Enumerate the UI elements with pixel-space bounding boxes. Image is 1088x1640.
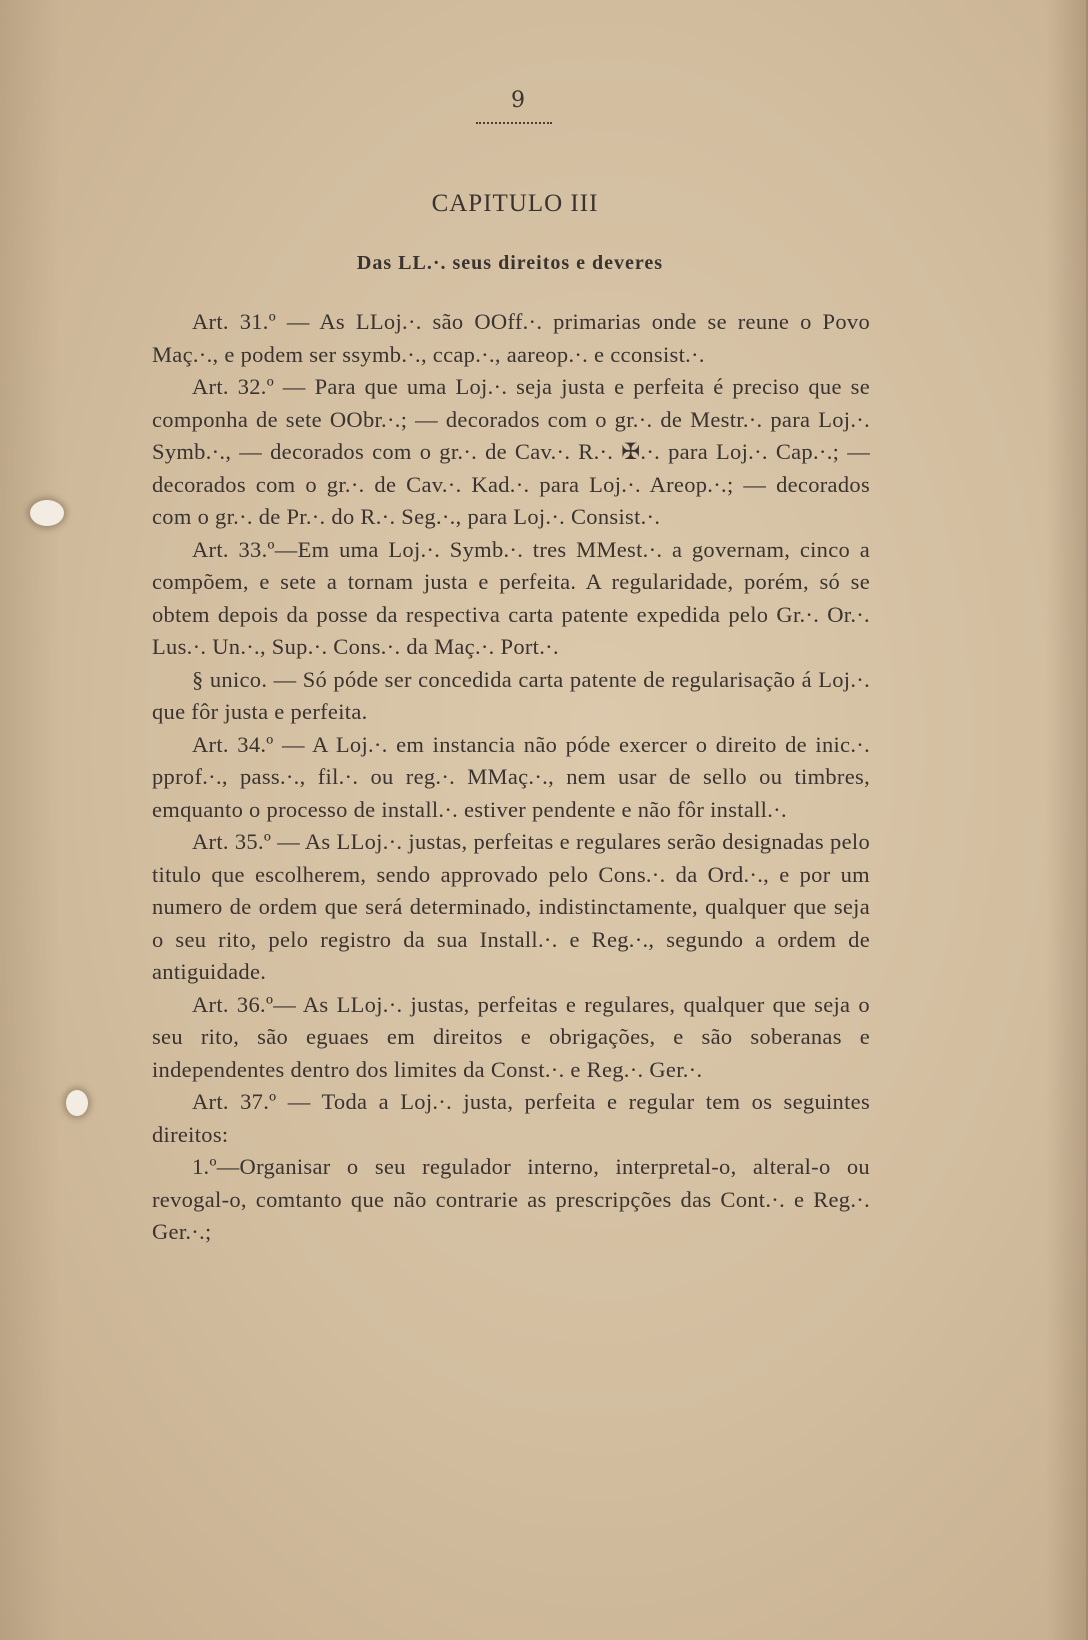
paragraph-art-37: Art. 37.º — Toda a Loj.·. justa, perfeita e regular tem os seguintes direitos: (152, 1089, 870, 1147)
page-number: 9 (511, 88, 525, 113)
paragraph-art-35: Art. 35.º — As LLoj.·. justas, perfeitas e regulares serão designadas pelo titulo que escolherem, sendo approvado pelo Cons.·. da Ord.·., e por um numero de ordem que será determinado, indistinctamente, qualquer que seja o seu rito, pelo registro da sua Install.·. e Reg.·., segundo a ordem de antiguidade. (152, 829, 870, 984)
body-text (152, 306, 870, 1249)
paper-hole-mark (30, 500, 64, 526)
paragraph-art-37-item-1: 1.º—Organisar o seu regulador interno, interpretal-o, alteral-o ou revogal-o, comtanto que não contrarie as prescripções das Cont.·. e Reg.·. Ger.·.; (152, 1154, 870, 1244)
paragraph-art-36: Art. 36.º— As LLoj.·. justas, perfeitas e regulares, qualquer que seja o seu rito, são eguaes em direitos e obrigações, e são soberanas e independentes dentro dos limites da Const.·. e Reg.·. Ger.·. (152, 991, 870, 1082)
paragraph-art-31: Art. 31.º — As LLoj.·. são OOff.·. primarias onde se reune o Povo Maç.·., e podem ser ssymb.·., ccap.·., aareop.·. e cconsist.·. (152, 309, 870, 367)
paper-hole-mark (66, 1090, 88, 1116)
page-right-edge-shadow (1046, 0, 1088, 1640)
page-number-rule (476, 122, 552, 124)
chapter-title: CAPITULO III (431, 190, 599, 217)
paragraph-art-32: Art. 32.º — Para que uma Loj.·. seja justa e perfeita é preciso que se componha de sete OObr.·.; — decorados com o gr.·. de Mestr.·. para Loj.·. Symb.·., — decorados com o gr.·. de Cav.·. R.·. ✠.·. para Loj.·. Cap.·.; — decorados com o gr.·. de Cav.·. Kad.·. para Loj.·. Areop.·.; — decorados com o gr.·. de Pr.·. do R.·. Seg.·., para Loj.·. Consist.·. (152, 374, 870, 529)
paragraph-art-33: Art. 33.º—Em uma Loj.·. Symb.·. tres MMest.·. a governam, cinco a compõem, e sete a tornam justa e perfeita. A regularidade, porém, só se obtem depois da posse da respectiva carta patente expedida pelo Gr.·. Or.·. Lus.·. Un.·., Sup.·. Cons.·. da Maç.·. Port.·. (152, 536, 870, 659)
section-heading: Das LL.·. seus direitos e deveres (356, 252, 664, 274)
paragraph-art-33-sole: § unico. — Só póde ser concedida carta patente de regularisação á Loj.·. que fôr justa e perfeita. (152, 666, 870, 724)
page-left-edge-shadow (0, 0, 60, 1640)
paragraph-art-34: Art. 34.º — A Loj.·. em instancia não póde exercer o direito de inic.·. pprof.·., pass.·., fil.·. ou reg.·. MMaç.·., nem usar de sello ou timbres, emquanto o processo de install.·. estiver pendente e não fôr install.·. (152, 731, 870, 822)
